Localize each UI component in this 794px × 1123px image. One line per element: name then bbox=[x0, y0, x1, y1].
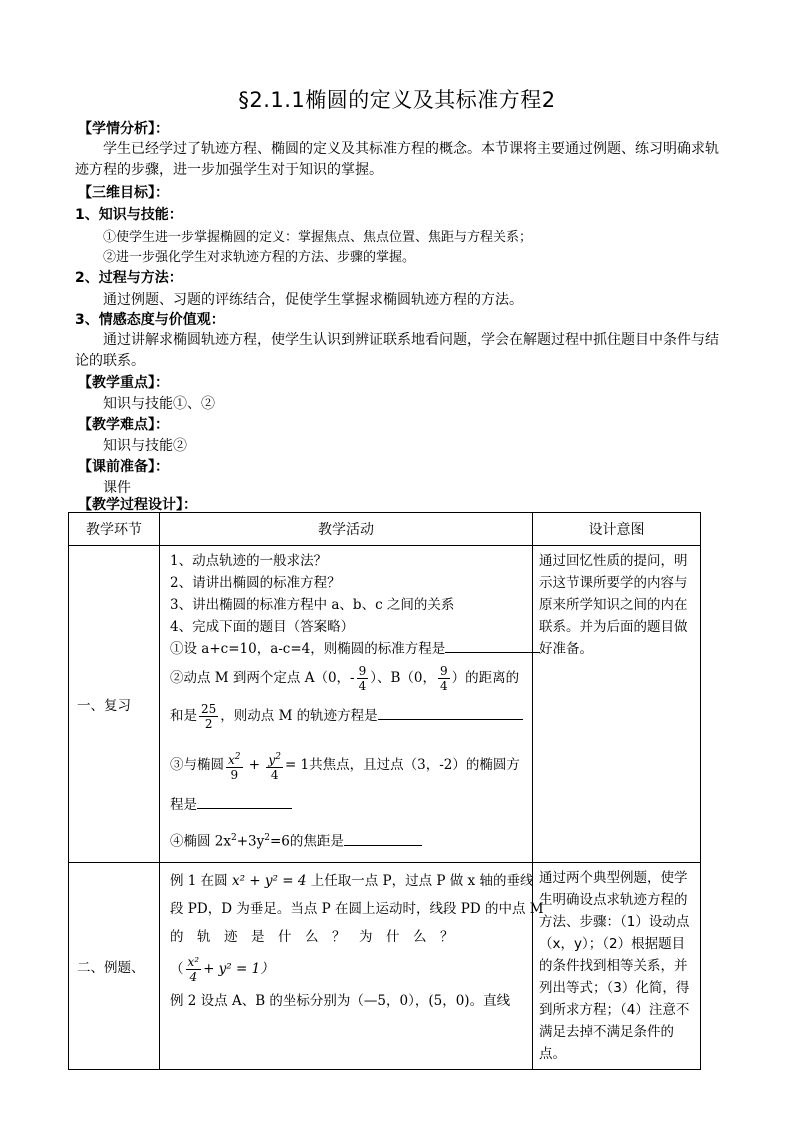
problem-2 bbox=[170, 660, 526, 696]
problem-4-text-c: =6的焦距是 bbox=[270, 833, 344, 850]
heading-zhunbei: 【课前准备】： bbox=[78, 459, 169, 475]
activity-examples bbox=[160, 862, 544, 1069]
intent-examples: 通过两个典型例题，使学生明确设点求轨迹方程的方法、步骤：（1）设动点（x，y）；（2）根据题目的条件找到相等关系，并列出等式；（3）化简，得到所求方程；（4）注意不满足去掉不满足条件的点。 bbox=[533, 862, 701, 1069]
answer-blank bbox=[445, 640, 540, 653]
paren-open: （ bbox=[170, 960, 184, 977]
table-header-row bbox=[69, 513, 701, 546]
answer-blank bbox=[378, 707, 523, 720]
heading-zhongdian: 【教学重点】： bbox=[78, 375, 169, 391]
answer-blank bbox=[197, 796, 292, 809]
fraction bbox=[357, 664, 369, 693]
text-xueqing: 学生已经学过了轨迹方程、椭圆的定义及其标准方程的概念。本节课将主要通过例题、练习明确求轨迹方程的步骤，进一步加强学生对于知识的掌握。 bbox=[75, 141, 719, 178]
activity-review bbox=[160, 546, 533, 863]
heading-guocheng: 2、过程与方法： bbox=[75, 270, 183, 286]
problem-3-text-a: ③与椭圆 bbox=[170, 757, 224, 773]
var-x: x bbox=[228, 752, 235, 767]
problem-3-text-b: 程是 bbox=[170, 797, 197, 813]
example-1-answer-rest: + y² = 1） bbox=[203, 960, 274, 977]
exponent: 2 bbox=[231, 833, 237, 843]
table-row bbox=[69, 546, 701, 863]
question-2: 2、请讲出椭圆的标准方程？ bbox=[170, 575, 341, 591]
problem-2-text-b: ）、B（0， bbox=[370, 670, 437, 686]
fraction bbox=[226, 750, 243, 782]
example-1-line-2: 段 PD，D 为垂足。当点 P 在圆上运动时，线段 PD 的中点 M bbox=[170, 900, 544, 917]
text-nandian: 知识与技能② bbox=[103, 438, 187, 454]
problem-4-text-a: ④椭圆 2x bbox=[170, 833, 231, 850]
fraction-numerator: 25 bbox=[201, 702, 217, 716]
fraction-denominator: 2 bbox=[204, 717, 213, 731]
problem-4 bbox=[170, 822, 526, 858]
question-3: 3、讲出椭圆的标准方程中 a、b、c 之间的关系 bbox=[170, 597, 455, 613]
fraction-denominator: 4 bbox=[189, 969, 198, 984]
problem-1 bbox=[170, 638, 526, 660]
exponent: 2 bbox=[264, 833, 270, 843]
question-1: 1、动点轨迹的一般求法？ bbox=[170, 553, 328, 569]
stage-examples: 二、例题、 bbox=[69, 862, 160, 1069]
problem-3-text-eq: = 1共焦点，且过点（3，-2）的椭圆方 bbox=[284, 757, 520, 773]
problem-2-cont bbox=[170, 696, 526, 736]
stage-review: 一、复习 bbox=[69, 546, 160, 863]
heading-sanwei: 【三维目标】： bbox=[78, 185, 169, 201]
fraction-denominator: 4 bbox=[270, 767, 279, 782]
example-1-equation: x² + y² = 4 bbox=[231, 872, 307, 889]
fraction bbox=[438, 664, 450, 693]
problem-2-text-e: ，则动点 M 的轨迹方程是 bbox=[220, 708, 378, 724]
problem-2-text-d: 和是 bbox=[170, 708, 197, 724]
text-zhishi-2: ②进一步强化学生对求轨迹方程的方法、步骤的掌握。 bbox=[103, 250, 416, 265]
header-intent: 设计意图 bbox=[533, 513, 701, 546]
exponent: 2 bbox=[275, 751, 281, 762]
problem-4-text-b: +3y bbox=[236, 833, 265, 850]
process-table bbox=[68, 512, 701, 1070]
heading-xueqing: 【学情分析】： bbox=[78, 121, 169, 137]
heading-qinggan: 3、情感态度与价值观： bbox=[75, 312, 225, 328]
fraction-numerator: x² bbox=[187, 954, 200, 969]
fraction-denominator: 4 bbox=[440, 679, 448, 693]
table-row bbox=[69, 862, 701, 1069]
text-zhunbei: 课件 bbox=[103, 480, 131, 496]
intent-review: 通过回忆性质的提问，明示这节课所要学的内容与原来所学知识之间的内在联系。并为后面的题目做好准备。 bbox=[533, 546, 701, 863]
fraction-numerator: 9 bbox=[440, 664, 448, 678]
page-title: §2.1.1椭圆的定义及其标准方程2 bbox=[238, 88, 556, 112]
fraction bbox=[186, 955, 202, 984]
example-1-text-a: 例 1 在圆 bbox=[170, 872, 228, 889]
problem-2-text-c: ）的距离的 bbox=[451, 670, 520, 686]
example-1-text-b: 上任取一点 P，过点 P 做 x 轴的垂线 bbox=[310, 872, 534, 889]
header-activity: 教学活动 bbox=[160, 513, 533, 546]
var-y: y bbox=[268, 752, 276, 767]
fraction-denominator: 9 bbox=[230, 767, 239, 782]
question-4: 4、完成下面的题目（答案略） bbox=[170, 619, 355, 635]
problem-3: ③与椭圆 $\frac{x^2}{9}$ + $\frac{y^2}{4}$ = 1共焦点，且过点（3，-2）的椭圆方 bbox=[170, 751, 520, 782]
fraction bbox=[266, 750, 283, 782]
example-1-line-3: 的 轨 迹 是 什 么 ？ 为 什 么 ？ bbox=[170, 928, 454, 945]
heading-process-design: 【教学过程设计】： bbox=[78, 497, 197, 513]
exponent: 2 bbox=[234, 751, 241, 762]
heading-nandian: 【教学难点】： bbox=[78, 417, 169, 433]
header-stage: 教学环节 bbox=[69, 513, 160, 546]
problem-1-text: ①设 a+c=10，a-c=4，则椭圆的标准方程是 bbox=[170, 641, 446, 657]
fraction-numerator: 9 bbox=[358, 664, 367, 678]
problem-3-cont bbox=[170, 788, 526, 822]
text-guocheng: 通过例题、习题的评练结合，促使学生掌握求椭圆轨迹方程的方法。 bbox=[103, 292, 523, 308]
example-1-line-1 bbox=[170, 867, 534, 895]
problem-2-text-a: ②动点 M 到两个定点 A（0，- bbox=[170, 670, 355, 686]
text-zhongdian: 知识与技能①、② bbox=[103, 396, 215, 412]
answer-blank bbox=[344, 833, 422, 846]
text-qinggan: 通过讲解求椭圆轨迹方程，使学生认识到辨证联系地看问题，学会在解题过程中抓住题目中条件与结论的联系。 bbox=[75, 332, 719, 369]
fraction bbox=[199, 702, 218, 731]
text-zhishi-1: ①使学生进一步掌握椭圆的定义：掌握焦点、焦点位置、焦距与方程关系； bbox=[103, 230, 533, 245]
example-2: 例 2 设点 A、B 的坐标分别为（—5，0），(5，0)。直线 bbox=[170, 992, 511, 1009]
fraction-denominator: 4 bbox=[358, 679, 367, 693]
heading-zhishi: 1、知识与技能： bbox=[75, 207, 183, 223]
fraction-numerator bbox=[266, 750, 283, 768]
example-1-answer bbox=[170, 951, 526, 987]
fraction-numerator bbox=[226, 750, 243, 768]
